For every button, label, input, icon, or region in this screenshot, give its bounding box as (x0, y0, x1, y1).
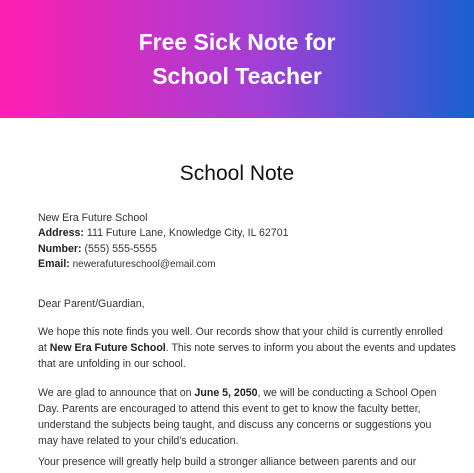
greeting: Dear Parent/Guardian, (38, 298, 145, 310)
paragraph-intro-line-3: that are unfolding in our school. (38, 358, 186, 370)
address-value: 111 Future Lane, Knowledge City, IL 62701 (83, 227, 289, 240)
event-date-bold: June 5, 2050 (194, 387, 258, 399)
address-line (38, 225, 442, 240)
paragraph-alliance (38, 454, 442, 470)
paragraph-open-day-line-3: understand the subjects being taught, and discuss any concerns or suggestions you (38, 419, 432, 431)
email-label: Email: (38, 257, 70, 270)
school-name: New Era Future School (38, 212, 148, 224)
paragraph-open-day-line-4: may have related to your child's education. (38, 435, 239, 447)
address-label: Address: (38, 227, 84, 240)
header-banner (0, 0, 474, 118)
paragraph-intro-line-2 (38, 340, 456, 356)
paragraph-intro-line-2-prefix: at (38, 342, 50, 354)
paragraph-alliance-line-1: Your presence will greatly help build a stronger alliance between parents and our (38, 456, 417, 468)
banner-title-line-2: School Teacher (152, 63, 322, 89)
banner-title-line-1: Free Sick Note for (138, 29, 336, 55)
paragraph-intro-line-2-suffix: . This note serves to inform you about the events and updates (165, 342, 456, 354)
paragraph-open-day-line-1-suffix: , we will be conducting a School Open (257, 387, 437, 399)
document-title: School Note (179, 162, 295, 185)
number-value: (555) 555-5555 (81, 242, 157, 255)
paragraph-open-day-line-1 (38, 385, 442, 401)
email-line (38, 256, 442, 271)
paragraph-intro-line-1: We hope this note finds you well. Our records show that your child is currently enrolled (38, 326, 443, 338)
paragraph-intro (38, 324, 456, 372)
number-label: Number: (38, 242, 82, 255)
document-page (0, 118, 474, 473)
school-contact-block (38, 210, 442, 271)
email-value: newerafutureschool@email.com (69, 258, 216, 270)
school-name-bold: New Era Future School (49, 342, 166, 354)
number-line (38, 241, 442, 256)
paragraph-open-day-line-2: Day. Parents are encouraged to attend this event to get to know the faculty better, (38, 403, 421, 415)
paragraph-open-day-line-1-prefix: We are glad to announce that on (38, 387, 195, 399)
paragraph-open-day (38, 385, 442, 449)
